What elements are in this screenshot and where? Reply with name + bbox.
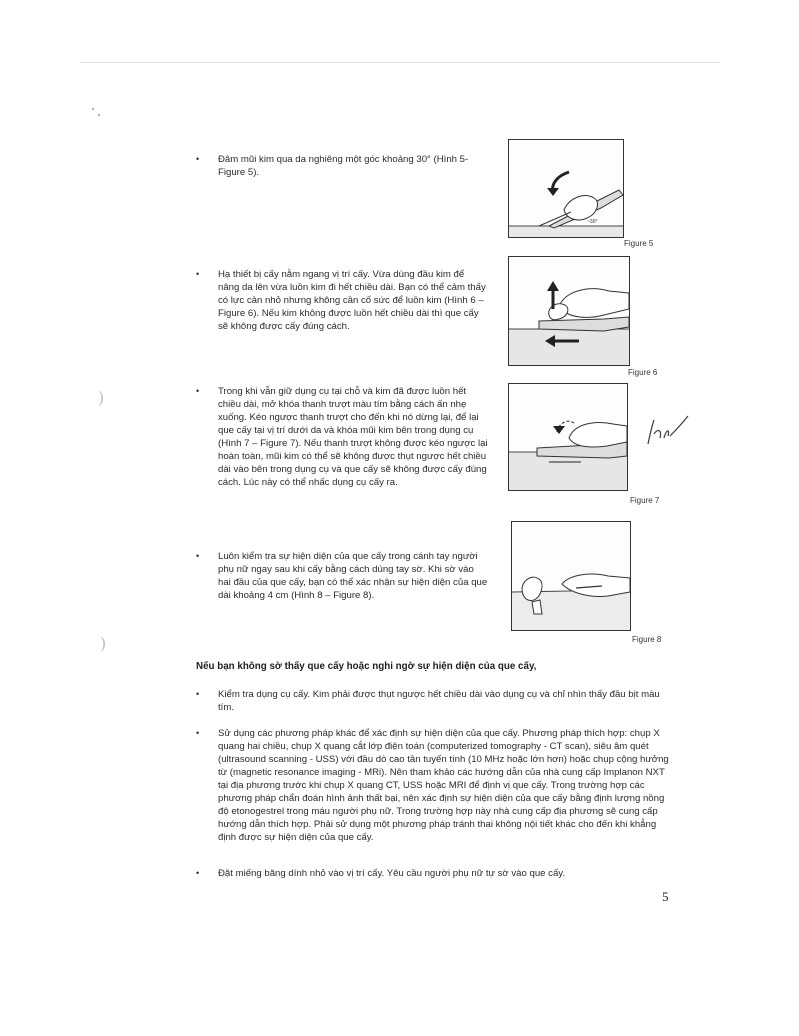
section-bullet-3-text: Đặt miếng băng dính nhỏ vào vị trí cấy. Yêu cầu người phụ nữ tự sờ vào que cấy. [218, 868, 566, 879]
margin-bracket-mark: ) [100, 634, 107, 653]
figure-5-illustration [508, 139, 624, 238]
figure-6-illustration [508, 256, 630, 366]
section-bullet-2-text: Sử dụng các phương pháp khác để xác định sự hiện diện của que cấy. Phương pháp thích hợp: chụp X quang hai chiều, chụp X quang cắt lớp điện toán (computerized tomography - CT scan), siêu âm quét (ultrasound scanning - USS) với đầu dò cao tần tuyến tính (10 MHz hoặc lớn hơn) hoặc chụp cộng hưởng từ (magnetic resonance imaging - MRi). Nên tham khảo các hướng dẫn của nhà cung cấp Implanon NXT tại địa phương trước khi chụp X quang CT, USS hoặc MRI để định vị que cấy. Trong trường hợp các phương pháp chẩn đoán hình ảnh thất bại, nên xác định sự hiện diện của que cấy bằng định lượng nồng độ etonogestrel trong máu người phụ nữ. Trong trường hợp này nhà cung cấp địa phương sẽ cung cấp hướng dẫn thích hợp. Phải sử dụng một phương pháp tránh thai không nội tiết khác cho đến khi khẳng định được sự hiện diện của que cấy. [218, 728, 669, 843]
bullet-glyph: • [196, 551, 200, 561]
margin-bracket-mark: ) [98, 388, 105, 407]
figure-5-angle-label: ~30° [587, 219, 598, 225]
figure-6-caption: Figure 6 [628, 368, 658, 377]
section-bullet-1 [196, 688, 674, 714]
section-bullet-2 [196, 727, 674, 844]
section-heading: Nếu bạn không sờ thấy que cấy hoặc nghi ngờ sự hiện diện của que cấy, [196, 661, 537, 672]
section-bullet-3 [196, 867, 674, 880]
scan-speck [92, 108, 94, 110]
bullet-glyph: • [196, 386, 200, 396]
bullet-glyph: • [196, 868, 200, 878]
figure-8-illustration [511, 521, 631, 631]
step-3-bullet [196, 385, 488, 489]
figure-5-caption: Figure 5 [624, 239, 654, 248]
step-3-text: Trong khi vẫn giữ dụng cụ tại chỗ và kim đã được luồn hết chiều dài, mở khóa thanh trượt màu tím bằng cách ấn nhẹ xuống. Kéo ngược thanh trượt cho đến khi nó dừng lại, để lại que cấy tại vị trí dưới da và khóa mũi kim bên trong dụng cụ (Hình 7 – Figure 7). Nếu thanh trượt không được kéo ngược lại hoàn toàn, mũi kim có thể sẽ không được thụt ngược hết chiều dài vào bên trong dụng cụ và que cấy sẽ không được cấy đúng cách. Lúc này có thể nhấc dụng cụ cấy ra. [218, 386, 488, 488]
scan-speck [98, 114, 100, 116]
header-rule [80, 62, 720, 63]
bullet-glyph: • [196, 269, 200, 279]
bullet-glyph: • [196, 689, 200, 699]
step-2-bullet [196, 268, 486, 333]
section-bullet-1-text: Kiểm tra dụng cụ cấy. Kim phải được thụt ngược hết chiều dài vào dụng cụ và chỉ nhìn thấy đầu bịt màu tím. [218, 689, 660, 713]
page-number: 5 [662, 889, 669, 904]
figure-7-illustration [508, 383, 628, 491]
step-1-bullet [196, 153, 496, 179]
figure-7-caption: Figure 7 [630, 496, 660, 505]
handwritten-initials-mark [644, 414, 692, 448]
bullet-glyph: • [196, 154, 200, 164]
figure-8-caption: Figure 8 [632, 635, 662, 644]
step-4-bullet [196, 550, 488, 602]
bullet-glyph: • [196, 728, 200, 738]
step-1-text: Đâm mũi kim qua da nghiêng một góc khoảng 30° (Hình 5- Figure 5). [218, 154, 469, 178]
step-4-text: Luôn kiểm tra sự hiện diện của que cấy trong cánh tay người phụ nữ ngay sau khi cấy bằng cách dùng tay sờ. Khi sờ vào hai đầu của que cấy, bạn có thể xác nhận sự hiện diện của que dài khoảng 4 cm (Hình 8 – Figure 8). [218, 551, 488, 601]
step-2-text: Hạ thiết bị cấy nằm ngang vị trí cấy. Vừa dùng đầu kim để nâng da lên vừa luồn kim đi hết chiều dài. Bạn có thể cảm thấy có lực cản nhỏ nhưng không cần cố sức để luồn kim (Hình 6 – Figure 6). Nếu kim không được luồn hết chiều dài thì que cấy sẽ không được cấy đúng cách. [218, 269, 486, 332]
